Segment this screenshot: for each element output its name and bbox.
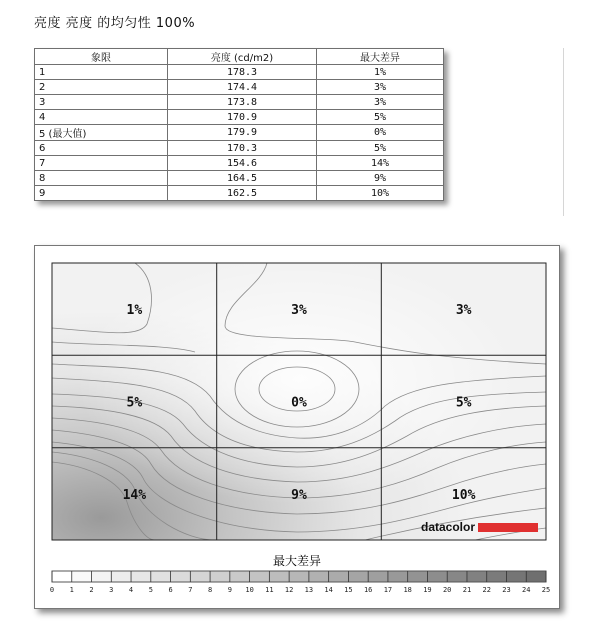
scale-tick-label: 0 xyxy=(49,586,55,594)
cell-luminance: 170.3 xyxy=(168,141,317,156)
cell-diff: 1% xyxy=(317,65,444,80)
scale-swatch xyxy=(329,571,349,582)
cell-quadrant: 9 xyxy=(35,186,168,201)
brand-logo-text: datacolor xyxy=(421,520,476,534)
header-quadrant: 象限 xyxy=(35,49,168,65)
scale-swatch xyxy=(526,571,546,582)
cell-quadrant: 2 xyxy=(35,80,168,95)
scale-swatch xyxy=(348,571,368,582)
cell-quadrant: 4 xyxy=(35,110,168,125)
scale-swatch xyxy=(250,571,270,582)
cell-quadrant: 8 xyxy=(35,171,168,186)
scale-swatch xyxy=(506,571,526,582)
scale-tick-label: 4 xyxy=(128,586,134,594)
cell-quadrant: 3 xyxy=(35,95,168,110)
table-row xyxy=(35,141,444,156)
table-row xyxy=(35,80,444,95)
scale-tick-label: 15 xyxy=(344,586,353,594)
scale-tick-label: 11 xyxy=(265,586,274,594)
scale-swatch xyxy=(190,571,210,582)
cell-label: 14% xyxy=(122,487,147,503)
cell-quadrant: 7 xyxy=(35,156,168,171)
scale-tick-label: 10 xyxy=(245,586,254,594)
scale-tick-label: 25 xyxy=(541,586,551,594)
scale-tick-label: 5 xyxy=(148,586,153,594)
cell-label: 0% xyxy=(291,395,307,411)
uniformity-panel xyxy=(34,245,560,609)
scale-swatch xyxy=(72,571,92,582)
scale-swatch xyxy=(388,571,408,582)
scale-swatch xyxy=(151,571,171,582)
scale-tick-label: 23 xyxy=(502,586,511,594)
cell-luminance: 174.4 xyxy=(168,80,317,95)
cell-diff: 0% xyxy=(317,125,444,141)
scale-tick-label: 9 xyxy=(227,586,232,594)
scale-tick-label: 8 xyxy=(207,586,213,594)
cell-luminance: 154.6 xyxy=(168,156,317,171)
page-title: 亮度 亮度 的均匀性 100% xyxy=(34,16,196,31)
table-header-row xyxy=(35,49,444,65)
table-row xyxy=(35,156,444,171)
table-row xyxy=(35,171,444,186)
scale-tick-label: 2 xyxy=(89,586,94,594)
table-row xyxy=(35,95,444,110)
cell-luminance: 162.5 xyxy=(168,186,317,201)
uniformity-heatmap xyxy=(35,246,559,608)
scale-tick-label: 16 xyxy=(363,586,373,594)
scale-swatch xyxy=(230,571,250,582)
scale-tick-label: 12 xyxy=(284,586,294,594)
cell-label: 5% xyxy=(126,395,143,411)
cell-quadrant: 6 xyxy=(35,141,168,156)
scale-swatch xyxy=(52,571,72,582)
table-row xyxy=(35,125,444,141)
scale-swatch xyxy=(487,571,507,582)
scale-tick-label: 14 xyxy=(324,586,333,594)
cell-diff: 3% xyxy=(317,95,444,110)
scale-tick-label: 1 xyxy=(69,586,74,594)
cell-luminance: 173.8 xyxy=(168,95,317,110)
cell-diff: 5% xyxy=(317,141,444,156)
scale-swatch xyxy=(171,571,191,582)
scale-swatch xyxy=(210,571,230,582)
scale-swatch xyxy=(111,571,131,582)
scale-tick-label: 24 xyxy=(522,586,531,594)
scale-swatch xyxy=(368,571,388,582)
cell-luminance: 179.9 xyxy=(168,125,317,141)
scale-swatch xyxy=(289,571,309,582)
cell-label: 9% xyxy=(291,487,307,503)
scale-swatch xyxy=(269,571,289,582)
cell-label: 10% xyxy=(451,487,476,503)
cell-quadrant: 5 (最大值) xyxy=(35,125,168,141)
cell-label: 1% xyxy=(126,303,143,319)
scale-tick-label: 20 xyxy=(442,586,452,594)
cell-luminance: 164.5 xyxy=(168,171,317,186)
cell-label: 3% xyxy=(455,303,472,319)
scale-tick-label: 22 xyxy=(482,586,491,594)
header-luminance: 亮度 (cd/m2) xyxy=(168,49,317,65)
brand-logo-bar xyxy=(478,523,538,532)
luminance-table xyxy=(34,48,444,201)
scale-title: 最大差异 xyxy=(272,554,322,568)
scale-swatch xyxy=(309,571,329,582)
scale-swatch xyxy=(467,571,487,582)
scale-bar xyxy=(50,571,550,594)
table-row xyxy=(35,186,444,201)
scale-tick-label: 17 xyxy=(383,586,393,594)
cell-label: 3% xyxy=(291,303,307,319)
scale-swatch xyxy=(408,571,428,582)
table-row xyxy=(35,110,444,125)
scale-tick-label: 19 xyxy=(423,586,432,594)
table-row xyxy=(35,65,444,80)
cell-diff: 3% xyxy=(317,80,444,95)
header-max-diff: 最大差异 xyxy=(317,49,444,65)
cell-luminance: 170.9 xyxy=(168,110,317,125)
cell-diff: 5% xyxy=(317,110,444,125)
cell-label: 5% xyxy=(455,395,472,411)
cell-diff: 10% xyxy=(317,186,444,201)
scale-swatch xyxy=(427,571,447,582)
cell-diff: 14% xyxy=(317,156,444,171)
cell-luminance: 178.3 xyxy=(168,65,317,80)
scale-tick-label: 18 xyxy=(403,586,412,594)
scale-tick-label: 6 xyxy=(168,586,173,594)
scale-swatch xyxy=(131,571,151,582)
cell-diff: 9% xyxy=(317,171,444,186)
divider xyxy=(563,48,564,216)
scale-tick-label: 7 xyxy=(188,586,193,594)
scale-swatch xyxy=(92,571,112,582)
cell-quadrant: 1 xyxy=(35,65,168,80)
scale-swatch xyxy=(447,571,467,582)
scale-tick-label: 13 xyxy=(304,586,314,594)
scale-tick-label: 3 xyxy=(109,586,114,594)
scale-tick-label: 21 xyxy=(462,586,472,594)
